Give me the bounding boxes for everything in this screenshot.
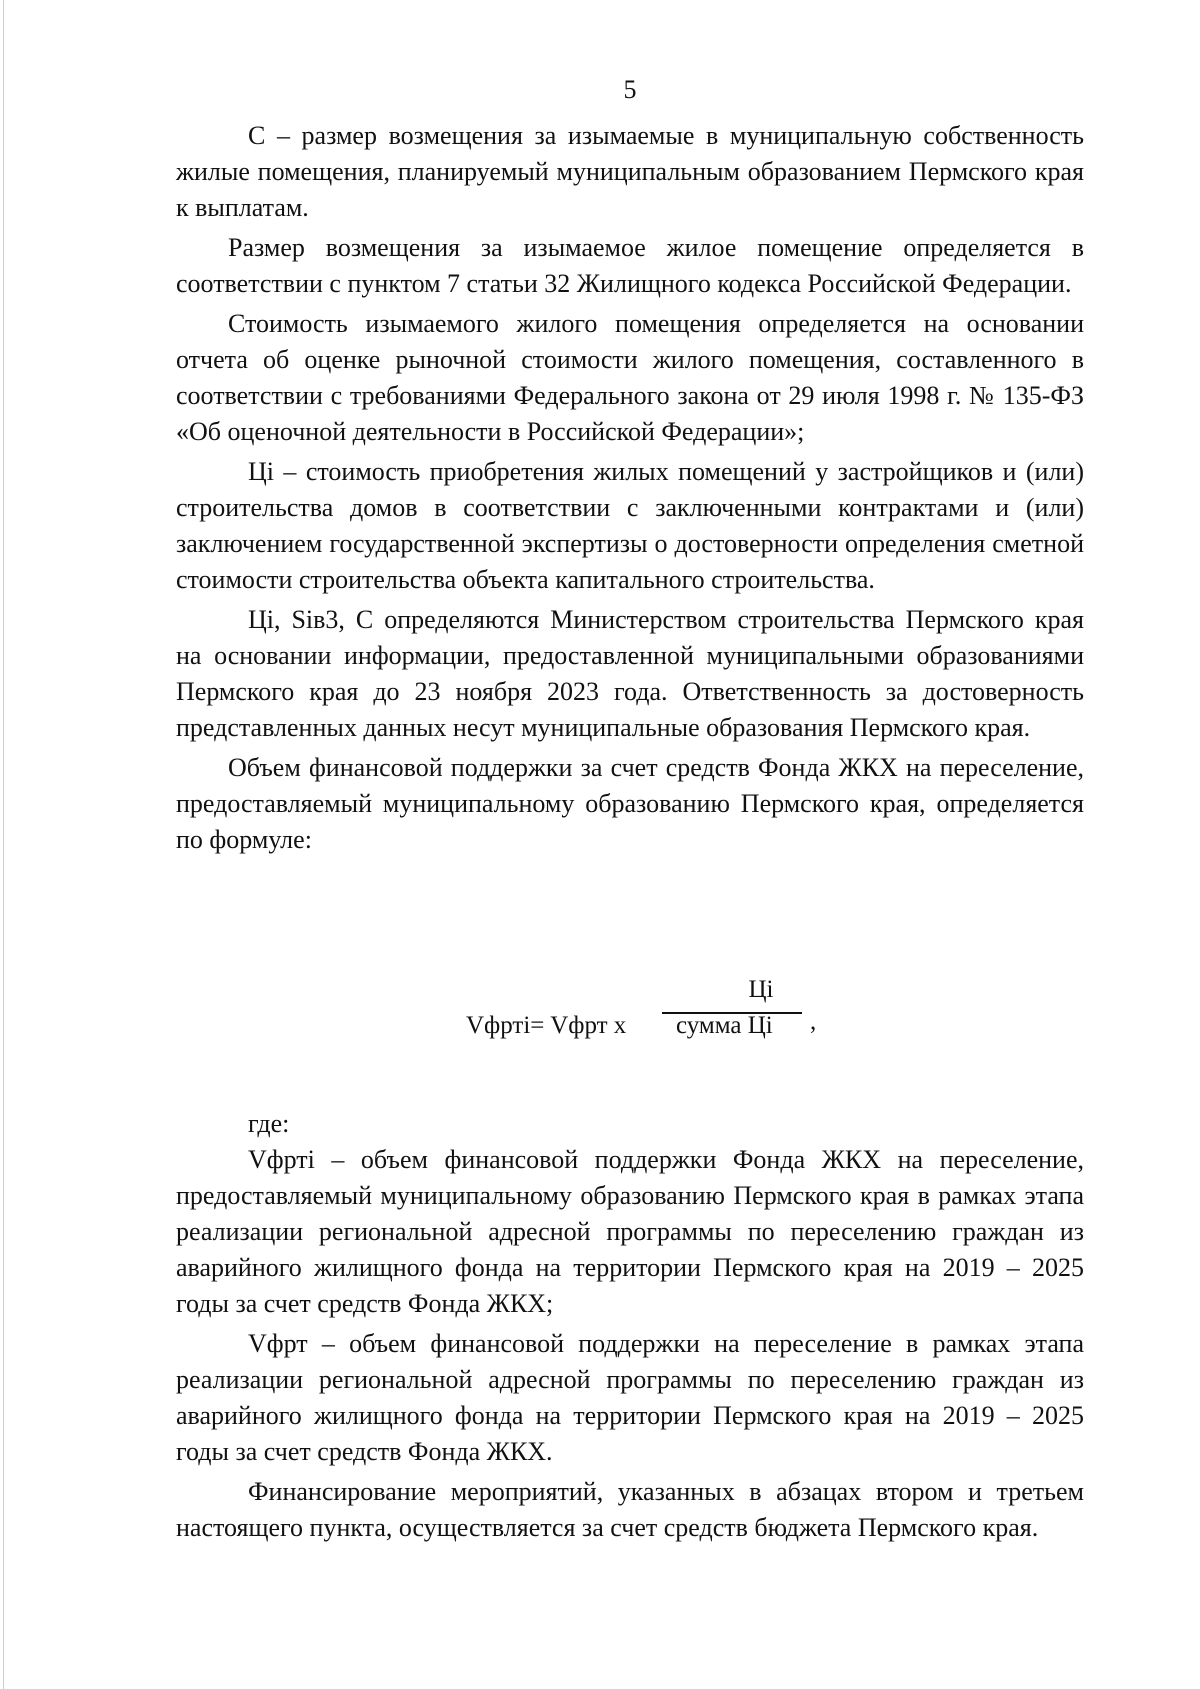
paragraph-ci-responsibility: Цi, Siв3, С определяются Министерством строительства Пермского края на основании информации, предоставленной муниципальными образованиями Пермского края до 23 ноября 2023 года. Ответственность за достоверность представленных данных несут муниципальные образования Пермского края. (176, 605, 1084, 742)
body-text-bottom (176, 1106, 1084, 1546)
formula-denominator: сумма Цi (676, 1012, 773, 1039)
formula-trailing: , (810, 1008, 817, 1035)
page-number: 5 (623, 75, 637, 104)
paragraph-vfrti-definition: Vфртi – объем финансовой поддержки Фонда ЖКХ на переселение, предоставляемый муниципальному образованию Пермского края в рамках этапа реализации региональной адресной программы по переселению граждан из аварийного жилищного фонда на территории Пермского края на 2019 – 2025 годы за счет средств Фонда ЖКХ; (176, 1145, 1084, 1318)
paragraph-c-definition: С – размер возмещения за изымаемые в муниципальную собственность жилые помещения, планируемый муниципальным образованием Пермского края к выплатам. (176, 121, 1084, 222)
formula-numerator: Цi (748, 976, 774, 1003)
paragraph-financing: Финансирование мероприятий, указанных в абзацах втором и третьем настоящего пункта, осуществляется за счет средств бюджета Пермского края. (176, 1477, 1084, 1542)
paragraph-where: где: (248, 1109, 290, 1138)
paragraph-ci-definition: Цi – стоимость приобретения жилых помещений у застройщиков и (или) строительства домов в соответствии с заключенными контрактами и (или) заключением государственной экспертизы о достоверности определения сметной стоимости строительства объекта капитального строительства. (176, 457, 1084, 594)
paragraph-property-value: Стоимость изымаемого жилого помещения определяется на основании отчета об оценке рыночной стоимости жилого помещения, составленного в соответствии с требованиями Федерального закона от 29 июля 1998 г. № 135-ФЗ «Об оценочной деятельности в Российской Федерации»; (176, 309, 1084, 446)
paragraph-vfrt-definition: Vфрт – объем финансовой поддержки на переселение в рамках этапа реализации региональной адресной программы по переселению граждан из аварийного жилищного фонда на территории Пермского края на 2019 – 2025 годы за счет средств Фонда ЖКХ. (176, 1329, 1084, 1466)
formula (460, 972, 920, 1052)
body-text-top (176, 118, 1084, 858)
paragraph-compensation-size: Размер возмещения за изымаемое жилое помещение определяется в соответствии с пунктом 7 статьи 32 Жилищного кодекса Российской Федерации. (176, 233, 1084, 298)
formula-lhs: Vфртi= Vфрт х (466, 1012, 627, 1039)
scan-edge-line (3, 0, 4, 1689)
paragraph-formula-intro: Объем финансовой поддержки за счет средств Фонда ЖКХ на переселение, предоставляемый муниципальному образованию Пермского края, определяется по формуле: (176, 753, 1084, 854)
